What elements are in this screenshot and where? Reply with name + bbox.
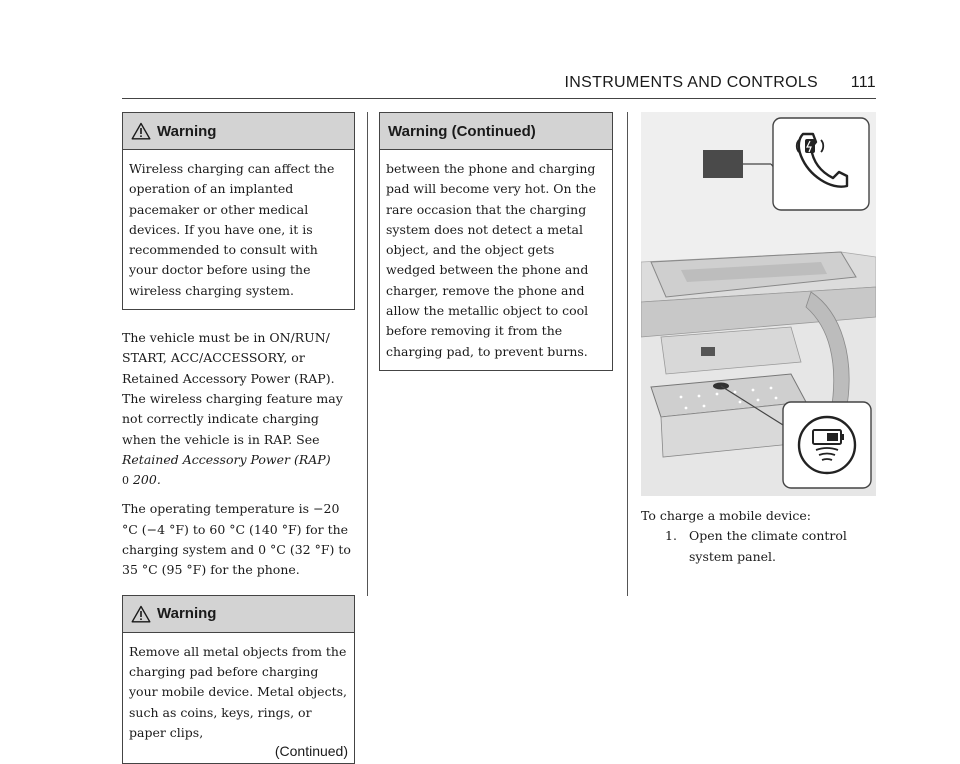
step-text: Open the climate control system panel. [689, 528, 847, 564]
paragraph-temperature: The operating temperature is −20 °C (−4 °F) to 60 °C (140 °F) for the charging system and 0 °C (32 °F) to 35 °C (95 °F) for the phone. [122, 501, 351, 578]
warning-box-metal-objects [122, 595, 355, 764]
column-1 [122, 112, 355, 764]
warning-body: between the phone and charging pad will become very hot. On the rare occasion that the charging system does not detect a metal object, and the object gets wedged between the phone and charger, remove the phone and allow the metallic object to cool before removing it from the charging pad, to prevent burns. [386, 161, 597, 359]
warning-title: Warning (Continued) [388, 122, 536, 140]
paragraph-text: The vehicle must be in ON/RUN/ START, ACC/ACCESSORY, or Retained Accessory Power (RAP). The wireless charging feature may not correctly indicate charging when the vehicle is in RAP. See [122, 330, 343, 447]
column-3 [641, 112, 876, 567]
warning-title: Warning [157, 122, 217, 140]
warning-body: Wireless charging can affect the operation of an implanted pacemaker or other medical devices. If you have one, it is recommended to consult with your doctor before using the wireless charging system. [129, 161, 335, 298]
phone-charging-icon [773, 118, 869, 210]
paragraph-power-mode [122, 328, 355, 491]
wireless-charging-pad-icon [783, 402, 871, 488]
warning-header [380, 113, 612, 150]
warning-header [123, 596, 354, 633]
warning-body: Remove all metal objects from the charging pad before charging your mobile device. Metal objects, such as coins, keys, rings, or paper clips, [129, 643, 347, 740]
step-number: 1. [665, 528, 677, 544]
warning-triangle-icon [131, 605, 151, 623]
page-header [122, 70, 876, 98]
column-divider-2 [627, 112, 628, 596]
column-divider-1 [367, 112, 368, 596]
page-number: 111 [850, 74, 876, 91]
warning-title: Warning [157, 605, 217, 623]
figure-caption: To charge a mobile device: [641, 508, 811, 523]
warning-box-pacemaker [122, 112, 355, 310]
warning-triangle-icon [131, 122, 151, 140]
cross-reference-link[interactable]: Retained Accessory Power (RAP) [122, 451, 331, 467]
section-title: INSTRUMENTS AND CONTROLS [564, 74, 818, 91]
header-rule [122, 98, 876, 99]
warning-box-continued [379, 112, 613, 371]
column-2 [379, 112, 613, 371]
list-item [641, 526, 876, 567]
page-arrow-glyph: 0 [122, 474, 129, 488]
console-illustration [641, 112, 876, 496]
cross-reference-page[interactable]: 200. [132, 472, 161, 488]
charging-pad-figure [641, 112, 876, 496]
warning-header [123, 113, 354, 150]
continued-label: (Continued) [274, 743, 348, 760]
